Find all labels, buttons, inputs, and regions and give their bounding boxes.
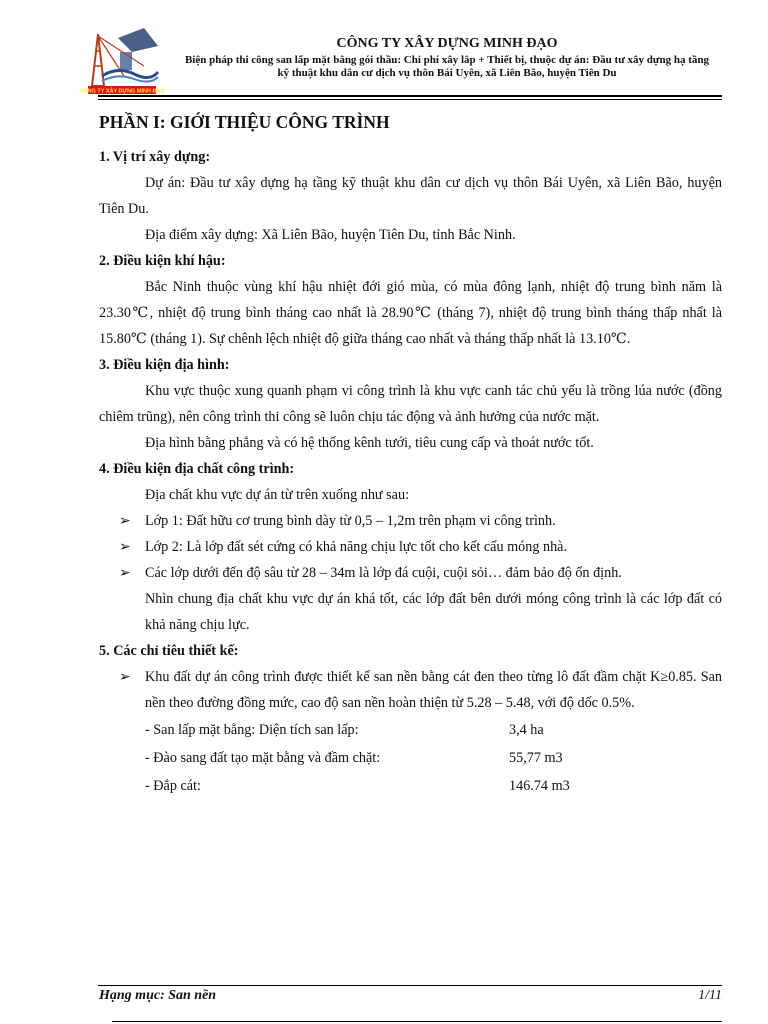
spec-row (145, 716, 722, 744)
paragraph: Địa chất khu vực dự án từ trên xuống như sau: (145, 487, 410, 503)
bullet-text: Các lớp dưới đến độ sâu từ 28 – 34m là lớp đá cuội, cuội sỏi… đảm bảo độ ổn định. (145, 565, 622, 581)
header-rule-thick (98, 95, 722, 97)
spec-label: - Đào sang đất tạo mặt bằng và đầm chặt: (145, 750, 381, 766)
spec-value: 3,4 ha (509, 722, 544, 738)
bullet-item (119, 508, 722, 534)
logo-banner-text: CÔNG TY XÂY DỰNG MINH ĐẠO (79, 88, 165, 95)
footer-rule (98, 985, 722, 986)
header-rule-thin (98, 99, 722, 100)
paragraph: Địa hình bằng phẳng và có hệ thống kênh tưới, tiêu cung cấp và thoát nước tốt. (145, 435, 594, 451)
paragraph: Địa điểm xây dựng: Xã Liên Bão, huyện Tiên Du, tỉnh Bắc Ninh. (145, 227, 516, 243)
arrow-bullet-icon: ➢ (119, 513, 131, 529)
header-subtitle-line1: Biện pháp thi công san lấp mặt bằng gói thầu: Chi phí xây lắp + Thiết bị, thuộc dự án: Đầu tư xây dựng hạ tầng (184, 54, 710, 66)
paragraph: Dự án: Đầu tư xây dựng hạ tầng kỹ thuật khu dân cư dịch vụ thôn Bái Uyên, xã Liên Bão, huyện Tiên Du. (99, 175, 722, 217)
section-title-5: 5. Các chỉ tiêu thiết kế: (99, 643, 239, 659)
document-body (99, 111, 722, 800)
footer-category: Hạng mục: San nền (99, 988, 217, 1003)
arrow-bullet-icon: ➢ (119, 539, 131, 555)
company-name: CÔNG TY XÂY DỰNG MINH ĐẠO (336, 36, 558, 51)
page-number: 1/11 (698, 988, 722, 1003)
spec-row (145, 772, 722, 800)
arrow-bullet-icon: ➢ (119, 669, 131, 685)
section-title-1: 1. Vị trí xây dựng: (99, 149, 211, 165)
paragraph: Khu vực thuộc xung quanh phạm vi công trình là khu vực canh tác chủ yếu là trồng lúa nước (đồng chiêm trũng), nên công trình thi công sẽ luôn chịu tác động và ảnh hưởng của nước mặt. (99, 383, 722, 425)
spec-value: 55,77 m3 (509, 750, 563, 766)
arrow-bullet-icon: ➢ (119, 565, 131, 581)
spec-row (145, 744, 722, 772)
spec-label: - San lấp mặt bằng: Diện tích san lấp: (145, 722, 359, 738)
paragraph: Nhìn chung địa chất khu vực dự án khá tốt, các lớp đất bên dưới móng công trình là các lớp đất có khả năng chịu lực. (145, 591, 722, 633)
bullet-item (119, 664, 722, 716)
header-subtitle (168, 54, 726, 80)
section-title-4: 4. Điều kiện địa chất công trình: (99, 461, 295, 477)
bullet-text: Lớp 1: Đất hữu cơ trung bình dày từ 0,5 – 1,2m trên phạm vi công trình. (145, 513, 556, 529)
bullet-text: Lớp 2: Là lớp đất sét cứng có khả năng chịu lực tốt cho kết cấu móng nhà. (145, 539, 568, 555)
company-logo (79, 26, 165, 96)
bullet-item (119, 560, 722, 586)
bullet-item (119, 534, 722, 560)
spec-value: 146.74 m3 (509, 778, 570, 794)
part-title: PHẦN I: GIỚI THIỆU CÔNG TRÌNH (99, 112, 390, 132)
paragraph: Bắc Ninh thuộc vùng khí hậu nhiệt đới gió mùa, có mùa đông lạnh, nhiệt độ trung bình năm là 23.30℃, nhiệt độ trung bình tháng cao nhất là 28.90℃ (tháng 7), nhiệt độ trung bình tháng thấp nhất là 15.80℃ (tháng 1). Sự chênh lệch nhiệt độ giữa tháng cao nhất và tháng thấp nhất là 13.10℃. (99, 279, 722, 347)
section-title-2: 2. Điều kiện khí hậu: (99, 253, 226, 269)
header-subtitle-line2: kỹ thuật khu dân cư dịch vụ thôn Bái Uyên, xã Liên Bão, huyện Tiên Du (277, 67, 617, 79)
bullet-text: Khu đất dự án công trình được thiết kế san nền bằng cát đen theo từng lô đất đầm chặt K≥0.85. San nền theo đường đồng mức, cao độ san nền hoàn thiện từ 5.28 – 5.48, với độ dốc 0.5%. (145, 669, 722, 711)
spec-label: - Đắp cát: (145, 778, 201, 794)
footer-rule-bottom (112, 1021, 722, 1022)
section-title-3: 3. Điều kiện địa hình: (99, 357, 230, 373)
